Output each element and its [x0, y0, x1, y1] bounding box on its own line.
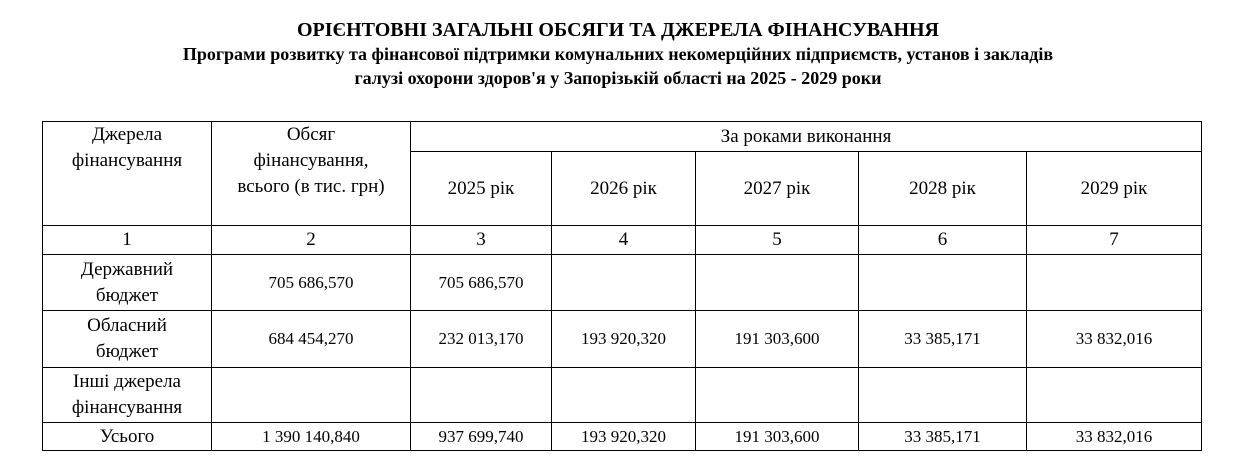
row-value — [696, 368, 859, 423]
table-row — [43, 311, 1202, 368]
row-value: 705 686,570 — [411, 255, 552, 311]
title-line-2: Програми розвитку та фінансової підтримки комунальних некомерційних підприємств, установ і закладів — [182, 44, 1054, 64]
column-number-row — [43, 226, 1202, 255]
column-number: 3 — [411, 226, 552, 255]
header-year: 2025 рік — [411, 152, 552, 226]
title-line-1: ОРІЄНТОВНІ ЗАГАЛЬНІ ОБСЯГИ ТА ДЖЕРЕЛА ФІНАНСУВАННЯ — [296, 19, 939, 41]
row-value: 33 385,171 — [859, 423, 1027, 451]
row-total — [212, 368, 411, 423]
row-value: 33 832,016 — [1027, 311, 1202, 368]
row-value — [411, 368, 552, 423]
title-line-3: галузі охорони здоров'я у Запорізькій області на 2025 - 2029 роки — [354, 68, 882, 88]
row-total: 1 390 140,840 — [212, 423, 411, 451]
header-year: 2028 рік — [859, 152, 1027, 226]
row-value: 191 303,600 — [696, 311, 859, 368]
table-row — [43, 368, 1202, 423]
row-source: Усього — [43, 423, 212, 451]
row-source: Державний бюджет — [43, 255, 212, 311]
row-value — [1027, 255, 1202, 311]
row-total: 705 686,570 — [212, 255, 411, 311]
header-total: Обсяг фінансування, всього (в тис. грн) — [212, 122, 411, 226]
header-row — [43, 122, 1202, 152]
table-row — [43, 255, 1202, 311]
column-number: 1 — [43, 226, 212, 255]
row-value — [696, 255, 859, 311]
header-source: Джерела фінансування — [43, 122, 212, 226]
row-value: 193 920,320 — [552, 311, 696, 368]
row-value: 33 832,016 — [1027, 423, 1202, 451]
row-value: 937 699,740 — [411, 423, 552, 451]
row-value: 33 385,171 — [859, 311, 1027, 368]
column-number: 2 — [212, 226, 411, 255]
column-number: 6 — [859, 226, 1027, 255]
row-value: 193 920,320 — [552, 423, 696, 451]
row-total: 684 454,270 — [212, 311, 411, 368]
row-value — [1027, 368, 1202, 423]
row-value — [552, 255, 696, 311]
financing-table — [42, 121, 1202, 451]
column-number: 7 — [1027, 226, 1202, 255]
row-source: Інші джерела фінансування — [43, 368, 212, 423]
header-years-group: За роками виконання — [411, 122, 1202, 152]
table-row-total — [43, 423, 1202, 451]
row-value — [859, 368, 1027, 423]
row-value: 191 303,600 — [696, 423, 859, 451]
header-year: 2027 рік — [696, 152, 859, 226]
header-year: 2026 рік — [552, 152, 696, 226]
column-number: 5 — [696, 226, 859, 255]
row-value — [859, 255, 1027, 311]
row-source: Обласний бюджет — [43, 311, 212, 368]
row-value — [552, 368, 696, 423]
column-number: 4 — [552, 226, 696, 255]
document-title — [0, 18, 1236, 90]
row-value: 232 013,170 — [411, 311, 552, 368]
header-year: 2029 рік — [1027, 152, 1202, 226]
